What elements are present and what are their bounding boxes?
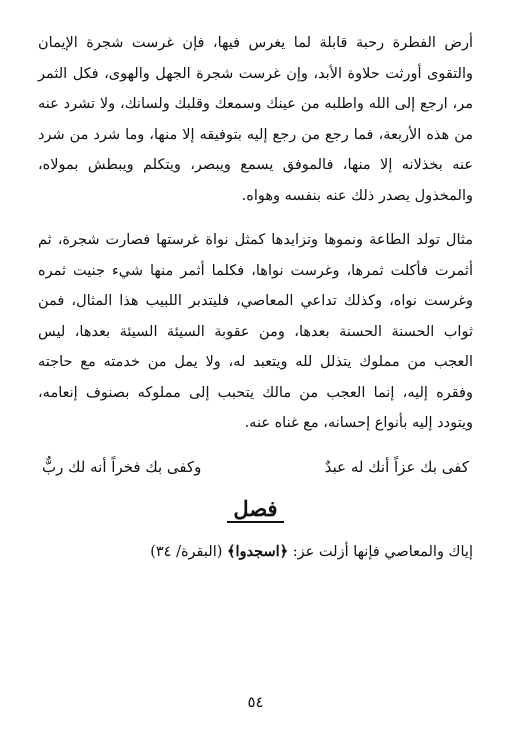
page-number: ٥٤ — [247, 693, 264, 711]
verse-first-hemistich: كفى بك عزاً أنك له عبدٌ — [324, 457, 469, 476]
section-title-text: فصل — [227, 496, 283, 523]
quran-quote: ﴿اسجدوا﴾ — [226, 542, 289, 560]
poetry-verse — [38, 451, 473, 483]
paragraph-2: مثال تولد الطاعة ونموها وتزايدها كمثل نواة غرستها فصارت شجرة، ثم أثمرت فأكلت ثمرها، وغرست نواها، فكلما أثمر منها شيء جنيت ثمره وغرست نواه، وكذلك تداعي المعاصي، فليتدبر اللبيب هذا المثال، فمن ثواب الحسنة الحسنة بعدها، ومن عقوبة السيئة السيئة بعدها، ليس العجب من مملوك يتذلل لله ويتعبد له، ولا يمل من خدمته مع حاجته وفقره إليه، إنما العجب من مالك يتحبب إلى مملوكه بصنوف إنعامه، ويتودد إليه بأنواع إحسانه، مع غناه عنه. — [38, 232, 473, 431]
verse-second-hemistich: وكفى بك فخراً أنه لك ربٌّ — [42, 457, 202, 476]
quran-reference: (البقرة/ ٣٤) — [150, 543, 223, 560]
closing-text: إياك والمعاصي فإنها أزلت عز: — [292, 543, 473, 560]
closing-line — [38, 537, 473, 567]
section-title — [38, 491, 473, 527]
paragraph-1: أرض الفطرة رحبة قابلة لما يغرس فيها، فإن غرست شجرة الإيمان والتقوى أورثت حلاوة الأبد، وإن غرست شجرة الجهل والهوى، فكل الثمر مر، ارجع إلى الله واطلبه من عينك وسمعك وقلبك ولسانك، ولا تشرد عنه من هذه الأربعة، فما رجع من رجع إليه بتوفيقه إلا منها، وما شرد من شرد عنه بخذلانه إلا منها، فالموفق يسمع ويبصر، ويتكلم ويبطش بمولاه، والمخذول يصدر ذلك عنه بنفسه وهواه. — [38, 35, 473, 204]
